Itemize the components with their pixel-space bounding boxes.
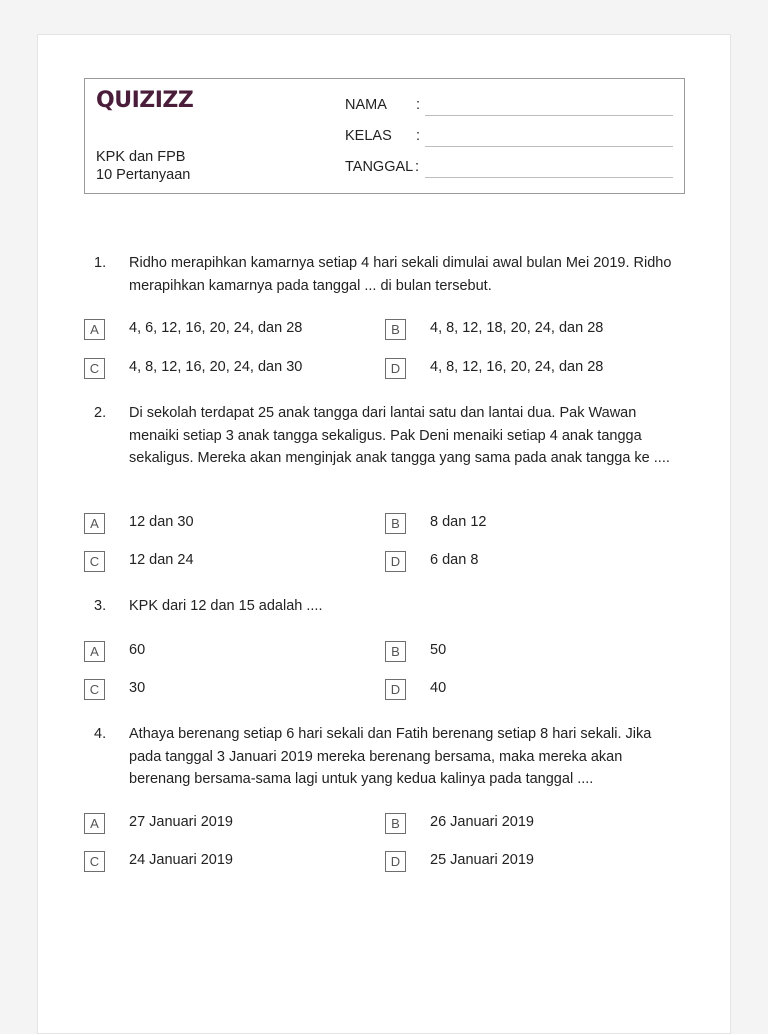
option-letter-box[interactable]: C <box>84 551 105 572</box>
class-colon: : <box>416 128 421 144</box>
quiz-title: KPK dan FPB <box>96 149 186 165</box>
option-text: 25 Januari 2019 <box>430 852 534 868</box>
option-letter-box[interactable]: D <box>385 851 406 872</box>
option-text: 26 Januari 2019 <box>430 814 534 830</box>
name-line[interactable] <box>425 115 673 116</box>
option-letter-box[interactable]: D <box>385 679 406 700</box>
question-number: 4. <box>94 726 107 742</box>
option-text: 4, 6, 12, 16, 20, 24, dan 28 <box>129 320 303 336</box>
question-text: KPK dari 12 dan 15 adalah .... <box>129 598 323 614</box>
class-label: KELAS <box>345 128 392 144</box>
option-letter-box[interactable]: D <box>385 551 406 572</box>
question-number: 1. <box>94 255 107 271</box>
option-text: 24 Januari 2019 <box>129 852 233 868</box>
option-text: 12 dan 24 <box>129 552 194 568</box>
option-letter-box[interactable]: A <box>84 641 105 662</box>
class-line[interactable] <box>425 146 673 147</box>
question-text: Athaya berenang setiap 6 hari sekali dan Fatih berenang setiap 8 hari sekali. Jika pada tanggal 3 Januari 2019 mereka berenang bersama, maka mereka akan berenang bersama-sama lagi untuk yang kedua kalinya pada tanggal .... <box>129 726 652 787</box>
date-label: TANGGAL <box>345 159 414 175</box>
option-letter-box[interactable]: B <box>385 513 406 534</box>
option-text: 6 dan 8 <box>430 552 479 568</box>
option-letter-box[interactable]: D <box>385 358 406 379</box>
option-letter-box[interactable]: B <box>385 641 406 662</box>
question-number: 2. <box>94 405 107 421</box>
class-field[interactable] <box>345 122 673 148</box>
date-colon: : <box>415 159 420 175</box>
option-letter-box[interactable]: B <box>385 813 406 834</box>
option-letter-box[interactable]: A <box>84 813 105 834</box>
option-text: 50 <box>430 642 447 658</box>
option-letter-box[interactable]: A <box>84 513 105 534</box>
question-count: 10 Pertanyaan <box>96 167 191 183</box>
option-letter-box[interactable]: C <box>84 679 105 700</box>
date-line[interactable] <box>425 177 673 178</box>
option-text: 40 <box>430 680 447 696</box>
date-field[interactable] <box>345 153 673 179</box>
option-text: 4, 8, 12, 16, 20, 24, dan 30 <box>129 359 303 375</box>
option-letter-box[interactable]: A <box>84 319 105 340</box>
name-field[interactable] <box>345 91 673 117</box>
option-text: 4, 8, 12, 16, 20, 24, dan 28 <box>430 359 604 375</box>
option-text: 27 Januari 2019 <box>129 814 233 830</box>
question-text: Di sekolah terdapat 25 anak tangga dari lantai satu dan lantai dua. Pak Wawan menaiki setiap 3 anak tangga sekaligus. Pak Deni menaiki setiap 4 anak tangga sekaligus. Mereka akan menginjak anak tangga yang sama pada anak tangga ke .... <box>129 405 670 466</box>
question-text: Ridho merapihkan kamarnya setiap 4 hari sekali dimulai awal bulan Mei 2019. Ridho merapihkan kamarnya pada tanggal ... di bulan tersebut. <box>129 255 672 294</box>
option-text: 4, 8, 12, 18, 20, 24, dan 28 <box>430 320 604 336</box>
option-letter-box[interactable]: C <box>84 358 105 379</box>
option-letter-box[interactable]: B <box>385 319 406 340</box>
option-text: 12 dan 30 <box>129 514 194 530</box>
question-number: 3. <box>94 598 107 614</box>
option-text: 8 dan 12 <box>430 514 487 530</box>
worksheet-header <box>84 78 685 194</box>
quizizz-logo: QUIZIZZ <box>96 88 194 113</box>
name-label: NAMA <box>345 97 387 113</box>
option-letter-box[interactable]: C <box>84 851 105 872</box>
option-text: 30 <box>129 680 146 696</box>
name-colon: : <box>416 97 421 113</box>
option-text: 60 <box>129 642 146 658</box>
